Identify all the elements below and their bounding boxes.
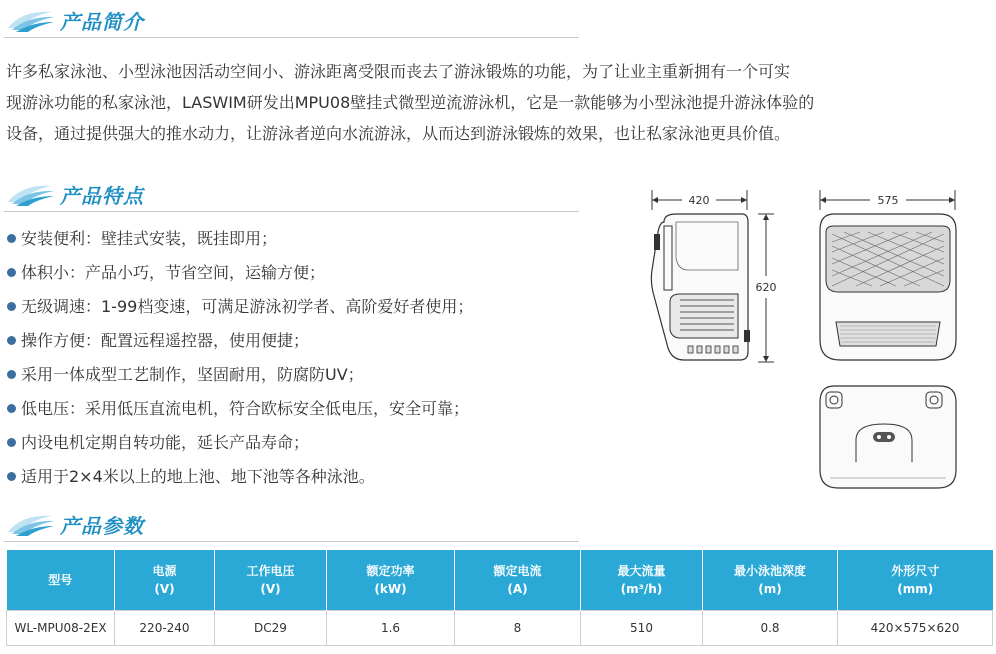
table-cell: 1.6 [327,611,455,646]
spec-table [6,550,993,646]
intro-line: 现游泳功能的私家泳池，LASWIM研发出MPU08壁挂式微型逆流游泳机，它是一款能够为小型泳池提升游泳体验的 [6,93,815,112]
table-header-cell: 最大流量 (m³/h) [581,550,703,611]
table-cell: 8 [455,611,581,646]
dimension-label: 575 [877,194,899,207]
intro-title: 产品简介 [60,10,144,34]
table-header-cell: 额定电流 (A) [455,550,581,611]
table-header-cell: 电源 (V) [115,550,215,611]
table-header-row [7,550,993,611]
feature-item: 低电压：采用低压直流电机，符合欧标安全低电压，安全可靠； [5,392,473,426]
table-header-cell: 最小泳池深度 (m) [703,550,838,611]
table-cell: DC29 [215,611,327,646]
feature-item: 操作方便：配置远程遥控器，使用便捷； [5,324,473,358]
dimension-label: 620 [755,281,777,294]
feature-item: 内设电机定期自转功能，延长产品寿命； [5,426,473,460]
table-header-cell: 额定功率 (kW) [327,550,455,611]
table-header-cell: 工作电压 (V) [215,550,327,611]
back-view [820,386,956,488]
feature-item: 适用于2×4米以上的地上池、地下池等各种泳池。 [5,460,473,494]
intro-line: 设备，通过提供强大的推水动力，让游泳者逆向水流游泳，从而达到游泳锻炼的效果，也让私家泳池更具价值。 [6,124,791,143]
front-view [820,214,956,360]
table-cell: 220-240 [115,611,215,646]
dimension-label: 420 [688,194,710,207]
table-header-cell: 外形尺寸 (mm) [838,550,993,611]
table-cell: 0.8 [703,611,838,646]
feature-item: 采用一体成型工艺制作，坚固耐用，防腐防UV； [5,358,473,392]
feature-item: 体积小：产品小巧，节省空间，运输方便； [5,256,473,290]
params-title: 产品参数 [60,514,144,538]
feature-item: 安装便利：壁挂式安装，既挂即用； [5,222,473,256]
table-header-cell: 型号 [7,550,115,611]
features-title: 产品特点 [60,184,144,208]
divider [4,541,579,542]
table-row [7,611,993,646]
table-cell: WL-MPU08-2EX [7,611,115,646]
intro-line: 许多私家泳池、小型泳池因活动空间小、游泳距离受限而丧去了游泳锻炼的功能，为了让业主重新拥有一个可实 [6,62,791,81]
side-view [651,214,750,360]
dimension-side-width [652,190,747,210]
table-cell: 420×575×620 [838,611,993,646]
feature-item: 无级调速：1-99档变速，可满足游泳初学者、高阶爱好者使用； [5,290,473,324]
table-cell: 510 [581,611,703,646]
section-header-params [4,510,579,542]
dimension-front-width [820,190,955,210]
dimension-height [756,214,777,362]
swoosh-icon [6,512,56,538]
